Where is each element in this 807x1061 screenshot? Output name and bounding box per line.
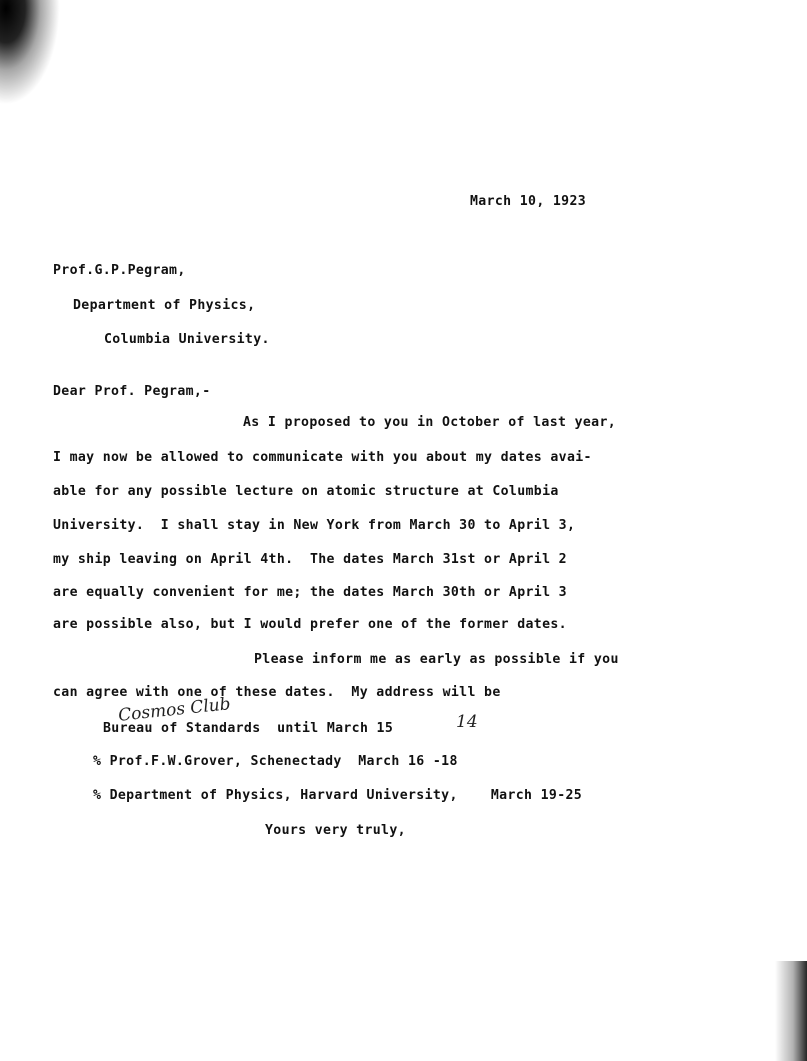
body-line: I may now be allowed to communicate with you about my dates avai- bbox=[53, 450, 592, 465]
recipient-name: Prof.G.P.Pegram, bbox=[53, 263, 186, 278]
scan-shadow-bottom-right bbox=[767, 961, 807, 1061]
letter-date: March 10, 1923 bbox=[470, 194, 587, 209]
body-line: As I proposed to you in October of last year, bbox=[243, 415, 617, 430]
body-line: Please inform me as early as possible if you bbox=[254, 652, 619, 667]
address-line: Bureau of Standards until March 15 bbox=[103, 721, 394, 736]
salutation: Dear Prof. Pegram,- bbox=[53, 384, 211, 399]
address-line: % Department of Physics, Harvard University, March 19-25 bbox=[93, 788, 583, 803]
body-line: University. I shall stay in New York from March 30 to April 3, bbox=[53, 518, 576, 533]
body-line: able for any possible lecture on atomic structure at Columbia bbox=[53, 484, 559, 499]
body-line: are equally convenient for me; the dates March 30th or April 3 bbox=[53, 585, 567, 600]
address-line: % Prof.F.W.Grover, Schenectady March 16 -18 bbox=[93, 754, 458, 769]
recipient-department: Department of Physics, bbox=[73, 298, 256, 313]
closing: Yours very truly, bbox=[265, 823, 406, 838]
recipient-institution: Columbia University. bbox=[104, 332, 270, 347]
body-line: are possible also, but I would prefer one of the former dates. bbox=[53, 617, 567, 632]
body-line: can agree with one of these dates. My address will be bbox=[53, 685, 501, 700]
scan-shadow-top-left bbox=[0, 0, 60, 105]
body-line: my ship leaving on April 4th. The dates March 31st or April 2 bbox=[53, 552, 567, 567]
handwritten-date-correction: 14 bbox=[456, 712, 478, 732]
handwritten-annotation: Cosmos Club bbox=[117, 694, 232, 726]
